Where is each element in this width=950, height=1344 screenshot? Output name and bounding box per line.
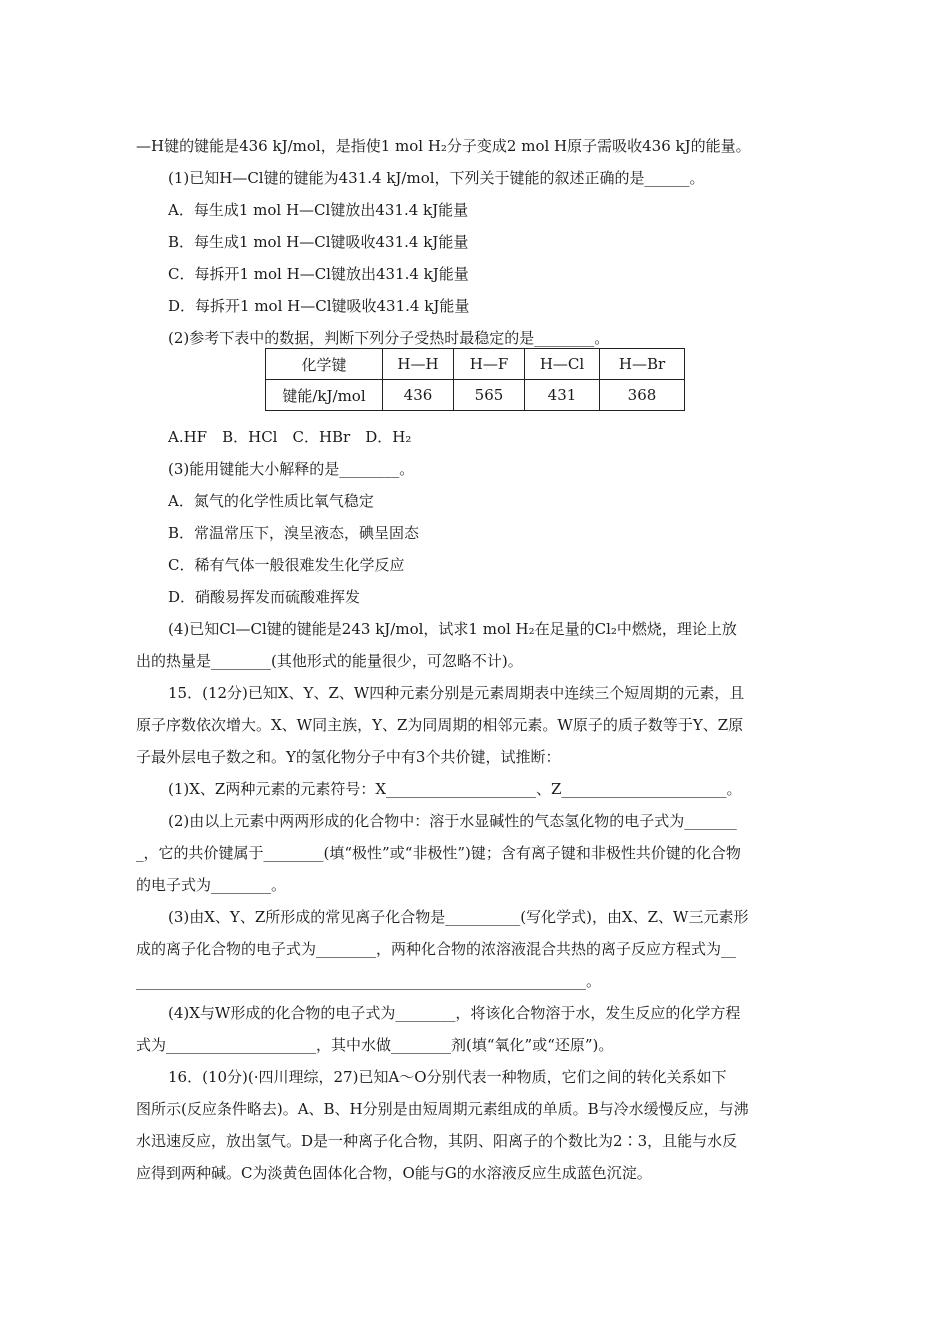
table-cell: H—Cl	[525, 349, 600, 380]
q15-sub-2b: _，它的共价键属于________(填“极性”或“非极性”)键；含有离子键和非极性共价键的化合物	[136, 844, 741, 862]
q15-sub-3b: 成的离子化合物的电子式为________，两种化合物的浓溶液混合共热的离子反应方程式为__	[136, 940, 737, 958]
q3-option-b: B．常温常压下，溴呈液态，碘呈固态	[168, 524, 420, 542]
q16-line-3: 水迅速反应，放出氢气。D是一种离子化合物，其阴、阳离子的个数比为2∶3，且能与水反	[136, 1132, 738, 1150]
q15-sub-2a: (2)由以上元素中两两形成的化合物中：溶于水显碱性的气态氢化物的电子式为_______	[168, 812, 737, 830]
bond-energy-table	[265, 348, 685, 411]
q15-line-2: 原子序数依次增大。X、W同主族，Y、Z为同周期的相邻元素。W原子的质子数等于Y、Z原	[136, 716, 744, 734]
q3-option-c: C．稀有气体一般很难发生化学反应	[168, 556, 405, 574]
q1-option-d: D．每拆开1 mol H—Cl键吸收431.4 kJ能量	[168, 297, 470, 315]
q3-option-d: D．硝酸易挥发而硫酸难挥发	[168, 588, 361, 606]
table-cell: H—Br	[600, 349, 685, 380]
q15-sub-4a: (4)X与W形成的化合物的电子式为________，将该化合物溶于水，发生反应的化学方程	[168, 1004, 741, 1022]
q2-stem: (2)参考下表中的数据，判断下列分子受热时最稳定的是________。	[168, 329, 610, 347]
table-cell: 368	[600, 380, 685, 411]
q16-line-1: 16．(10分)(·四川理综，27)已知A～O分别代表一种物质，它们之间的转化关系如下	[168, 1068, 727, 1086]
table-cell: 565	[454, 380, 525, 411]
q16-line-2: 图所示(反应条件略去)。A、B、H分别是由短周期元素组成的单质。B与冷水缓慢反应，与沸	[136, 1100, 749, 1118]
table-cell: 431	[525, 380, 600, 411]
intro-line: —H键的键能是436 kJ/mol，是指使1 mol H₂分子变成2 mol H原子需吸收436 kJ的能量。	[136, 137, 751, 155]
table-row	[266, 380, 685, 411]
q15-sub-3c: ____________________________________________________________。	[136, 972, 602, 990]
q2-options: A.HF B．HCl C．HBr D．H₂	[168, 428, 412, 446]
q1-option-c: C．每拆开1 mol H—Cl键放出431.4 kJ能量	[168, 265, 469, 283]
table-cell: 键能/kJ/mol	[266, 380, 383, 411]
q3-stem: (3)能用键能大小解释的是________。	[168, 460, 415, 478]
table-header-row	[266, 349, 685, 380]
q1-option-b: B．每生成1 mol H—Cl键吸收431.4 kJ能量	[168, 233, 469, 251]
q15-sub-4b: 式为____________________，其中水做________剂(填“氧化”或“还原”)。	[136, 1036, 614, 1054]
q1-option-a: A．每生成1 mol H—Cl键放出431.4 kJ能量	[168, 201, 469, 219]
q3-option-a: A．氮气的化学性质比氧气稳定	[168, 492, 374, 510]
q15-sub-1: (1)X、Z两种元素的元素符号：X____________________、Z______________________。	[168, 780, 742, 798]
q4-line-1: (4)已知Cl—Cl键的键能是243 kJ/mol，试求1 mol H₂在足量的Cl₂中燃烧，理论上放	[168, 620, 737, 638]
table-cell: 436	[383, 380, 454, 411]
q16-line-4: 应得到两种碱。C为淡黄色固体化合物，O能与G的水溶液反应生成蓝色沉淀。	[136, 1164, 652, 1182]
q1-stem: (1)已知H—Cl键的键能为431.4 kJ/mol，下列关于键能的叙述正确的是______。	[168, 169, 705, 187]
q15-line-1: 15．(12分)已知X、Y、Z、W四种元素分别是元素周期表中连续三个短周期的元素，且	[168, 684, 745, 702]
table-cell: H—H	[383, 349, 454, 380]
q15-sub-3a: (3)由X、Y、Z所形成的常见离子化合物是__________(写化学式)，由X、Z、W三元素形	[168, 908, 749, 926]
q4-line-2: 出的热量是________(其他形式的能量很少，可忽略不计)。	[136, 652, 523, 670]
q15-sub-2c: 的电子式为________。	[136, 876, 287, 894]
q15-line-3: 子最外层电子数之和。Y的氢化物分子中有3个共价键，试推断：	[136, 748, 561, 766]
table-cell: 化学键	[266, 349, 383, 380]
table-cell: H—F	[454, 349, 525, 380]
